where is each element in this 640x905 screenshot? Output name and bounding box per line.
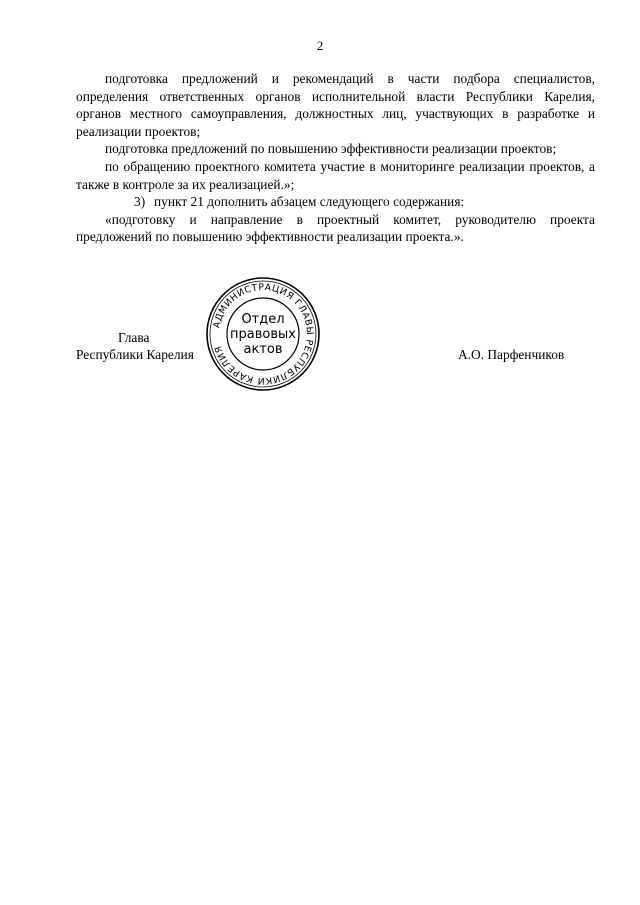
stamp-line-1: Отдел bbox=[241, 312, 285, 327]
stamp-line-2: правовых bbox=[230, 327, 296, 342]
stamp-outer-text: АДМИНИСТРАЦИЯ ГЛАВЫ РЕСПУБЛИКИ КАРЕЛИЯ bbox=[211, 281, 316, 387]
signatory-title-line2: Республики Карелия bbox=[76, 347, 194, 362]
official-stamp bbox=[203, 274, 323, 394]
paragraph-3: по обращению проектного комитета участие в мониторинге реализации проектов, а также в контроле за их реализацией.»; bbox=[76, 158, 595, 192]
paragraph-2: подготовка предложений по повышению эффективности реализации проектов; bbox=[105, 141, 557, 157]
item-3-text: пункт 21 дополнить абзацем следующего содержания: bbox=[154, 194, 465, 210]
paragraph-1: подготовка предложений и рекомендаций в части подбора специалистов, определения ответственных органов исполнительной власти Республики Карелия, органов местного самоуправления, должностных лиц, участвующих в разработке и реализации проектов; bbox=[76, 71, 595, 139]
quote-paragraph: «подготовку и направление в проектный комитет, руководителю проекта предложений по повышению эффективности реализации проекта.». bbox=[76, 211, 595, 245]
stamp-graphic bbox=[203, 274, 323, 394]
stamp-line-3: актов bbox=[243, 342, 283, 357]
page-number: 2 bbox=[316, 38, 324, 53]
item-3 bbox=[76, 193, 595, 211]
signatory-title-line1: Глава bbox=[118, 330, 150, 345]
signatory-name: А.О. Парфенчиков bbox=[458, 347, 565, 362]
document-body bbox=[76, 70, 595, 246]
item-3-number: 3) bbox=[134, 194, 146, 210]
